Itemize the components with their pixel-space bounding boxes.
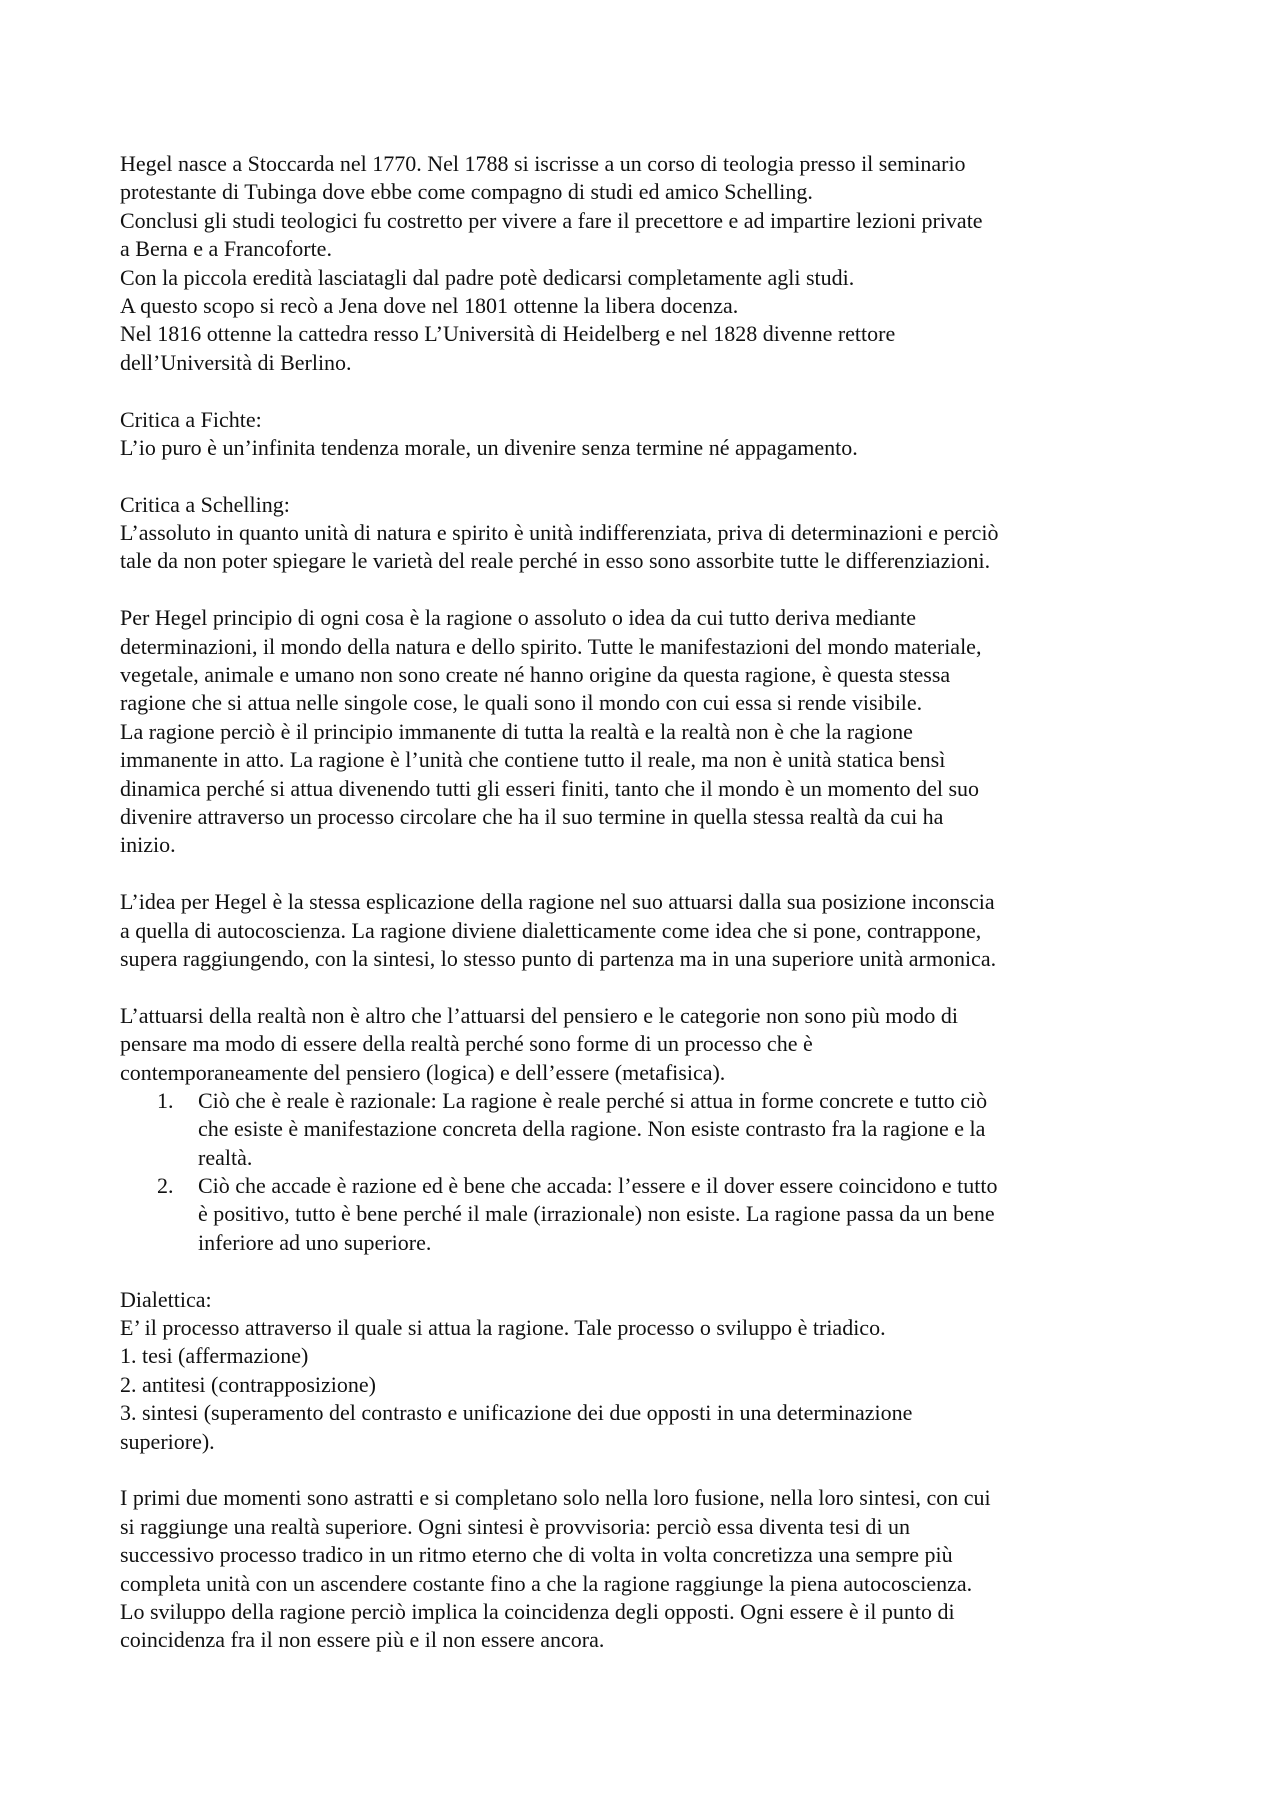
text-line: 1. tesi (affermazione) xyxy=(120,1343,309,1369)
text-line: a quella di autocoscienza. La ragione diviene dialetticamente come idea che si pone, contrappone, xyxy=(120,917,982,943)
paragraph-gap xyxy=(120,1456,1180,1484)
paragraph-gap xyxy=(120,860,1180,888)
text-line: completa unità con un ascendere costante fino a che la ragione raggiunge la piena autocoscienza. xyxy=(120,1570,973,1596)
text-line: superiore). xyxy=(120,1428,215,1454)
list-item xyxy=(120,1172,1180,1257)
section-heading: Critica a Schelling: xyxy=(120,491,290,517)
text-line: Hegel nasce a Stoccarda nel 1770. Nel 1788 si iscrisse a un corso di teologia presso il seminario xyxy=(120,151,966,176)
text-line: tale da non poter spiegare le varietà del reale perché in esso sono assorbite tutte le differenziazioni. xyxy=(120,548,991,574)
text-line: Con la piccola eredità lasciatagli dal padre potè dedicarsi completamente agli studi. xyxy=(120,264,855,290)
text-line: a Berna e a Francoforte. xyxy=(120,236,332,262)
text-line: Nel 1816 ottenne la cattedra resso L’Università di Heidelberg e nel 1828 divenne rettore xyxy=(120,321,896,347)
section-heading: Critica a Fichte: xyxy=(120,406,262,432)
text-line: pensare ma modo di essere della realtà perché sono forme di un processo che è xyxy=(120,1031,813,1057)
paragraph-gap xyxy=(120,973,1180,1001)
text-line: ragione che si attua nelle singole cose, le quali sono il mondo con cui essa si rende visibile. xyxy=(120,690,923,716)
paragraph-momenti xyxy=(120,1484,1180,1654)
numbered-list xyxy=(120,1087,1180,1257)
text-line: L’idea per Hegel è la stessa esplicazione della ragione nel suo attuarsi dalla sua posizione inconscia xyxy=(120,889,995,915)
paragraph-gap xyxy=(120,462,1180,490)
text-line: Conclusi gli studi teologici fu costretto per vivere a fare il precettore e ad impartire lezioni private xyxy=(120,207,983,233)
text-line: realtà. xyxy=(198,1144,253,1170)
section-heading: Dialettica: xyxy=(120,1286,212,1312)
text-line: A questo scopo si recò a Jena dove nel 1801 ottenne la libera docenza. xyxy=(120,292,739,318)
text-line: 3. sintesi (superamento del contrasto e unificazione dei due opposti in una determinazione xyxy=(120,1400,913,1426)
text-line: L’assoluto in quanto unità di natura e spirito è unità indifferenziata, priva di determinazioni e perciò xyxy=(120,520,999,546)
text-line: I primi due momenti sono astratti e si completano solo nella loro fusione, nella loro sintesi, con cui xyxy=(120,1485,991,1511)
text-line: contemporaneamente del pensiero (logica) e dell’essere (metafisica). xyxy=(120,1059,726,1085)
text-line: vegetale, animale e umano non sono create né hanno origine da questa ragione, è questa stessa xyxy=(120,662,951,688)
paragraph-attuarsi xyxy=(120,1002,1180,1087)
text-line: dinamica perché si attua divenendo tutti gli esseri finiti, tanto che il mondo è un momento del suo xyxy=(120,775,980,801)
paragraph-critica-schelling xyxy=(120,491,1180,576)
list-number: 2. xyxy=(157,1173,174,1199)
paragraph-critica-fichte xyxy=(120,406,1180,463)
text-line: inizio. xyxy=(120,832,176,858)
text-line: supera raggiungendo, con la sintesi, lo stesso punto di partenza ma in una superiore unità armonica. xyxy=(120,945,997,971)
text-line: L’attuarsi della realtà non è altro che l’attuarsi del pensiero e le categorie non sono più modo di xyxy=(120,1002,958,1028)
text-line: E’ il processo attraverso il quale si attua la ragione. Tale processo o sviluppo è triadico. xyxy=(120,1315,886,1341)
paragraph-biography xyxy=(120,150,1180,377)
paragraph-gap xyxy=(120,377,1180,405)
text-line: determinazioni, il mondo della natura e dello spirito. Tutte le manifestazioni del mondo materiale, xyxy=(120,633,982,659)
paragraph-dialettica xyxy=(120,1286,1180,1456)
text-line: inferiore ad uno superiore. xyxy=(198,1229,432,1255)
text-line: è positivo, tutto è bene perché il male (irrazionale) non esiste. La ragione passa da un bene xyxy=(198,1201,995,1227)
document-body xyxy=(120,150,1180,1655)
list-item xyxy=(120,1087,1180,1172)
text-line: Per Hegel principio di ogni cosa è la ragione o assoluto o idea da cui tutto deriva mediante xyxy=(120,605,917,631)
text-line: immanente in atto. La ragione è l’unità che contiene tutto il reale, ma non è unità statica bensì xyxy=(120,747,946,773)
text-line: coincidenza fra il non essere più e il non essere ancora. xyxy=(120,1627,605,1653)
text-line: successivo processo tradico in un ritmo eterno che di volta in volta concretizza una sempre più xyxy=(120,1542,953,1568)
text-line: 2. antitesi (contrapposizione) xyxy=(120,1371,376,1397)
paragraph-gap xyxy=(120,576,1180,604)
text-line: protestante di Tubinga dove ebbe come compagno di studi ed amico Schelling. xyxy=(120,179,813,205)
text-line: Ciò che accade è razione ed è bene che accada: l’essere e il dover essere coincidono e tutto xyxy=(198,1173,998,1199)
paragraph-idea xyxy=(120,888,1180,973)
text-line: divenire attraverso un processo circolare che ha il suo termine in quella stessa realtà da cui ha xyxy=(120,803,944,829)
text-line: Lo sviluppo della ragione perciò implica la coincidenza degli opposti. Ogni essere è il punto di xyxy=(120,1598,955,1624)
paragraph-principio xyxy=(120,604,1180,860)
text-line: dell’Università di Berlino. xyxy=(120,349,352,375)
text-line: Ciò che è reale è razionale: La ragione è reale perché si attua in forme concrete e tutto ciò xyxy=(198,1087,988,1113)
text-line: si raggiunge una realtà superiore. Ogni sintesi è provvisoria: perciò essa diventa tesi di un xyxy=(120,1513,910,1539)
paragraph-gap xyxy=(120,1257,1180,1285)
list-number: 1. xyxy=(157,1087,174,1113)
text-line: La ragione perciò è il principio immanente di tutta la realtà e la realtà non è che la ragione xyxy=(120,718,913,744)
text-line: che esiste è manifestazione concreta della ragione. Non esiste contrasto fra la ragione e la xyxy=(198,1116,986,1142)
text-line: L’io puro è un’infinita tendenza morale, un divenire senza termine né appagamento. xyxy=(120,434,858,460)
